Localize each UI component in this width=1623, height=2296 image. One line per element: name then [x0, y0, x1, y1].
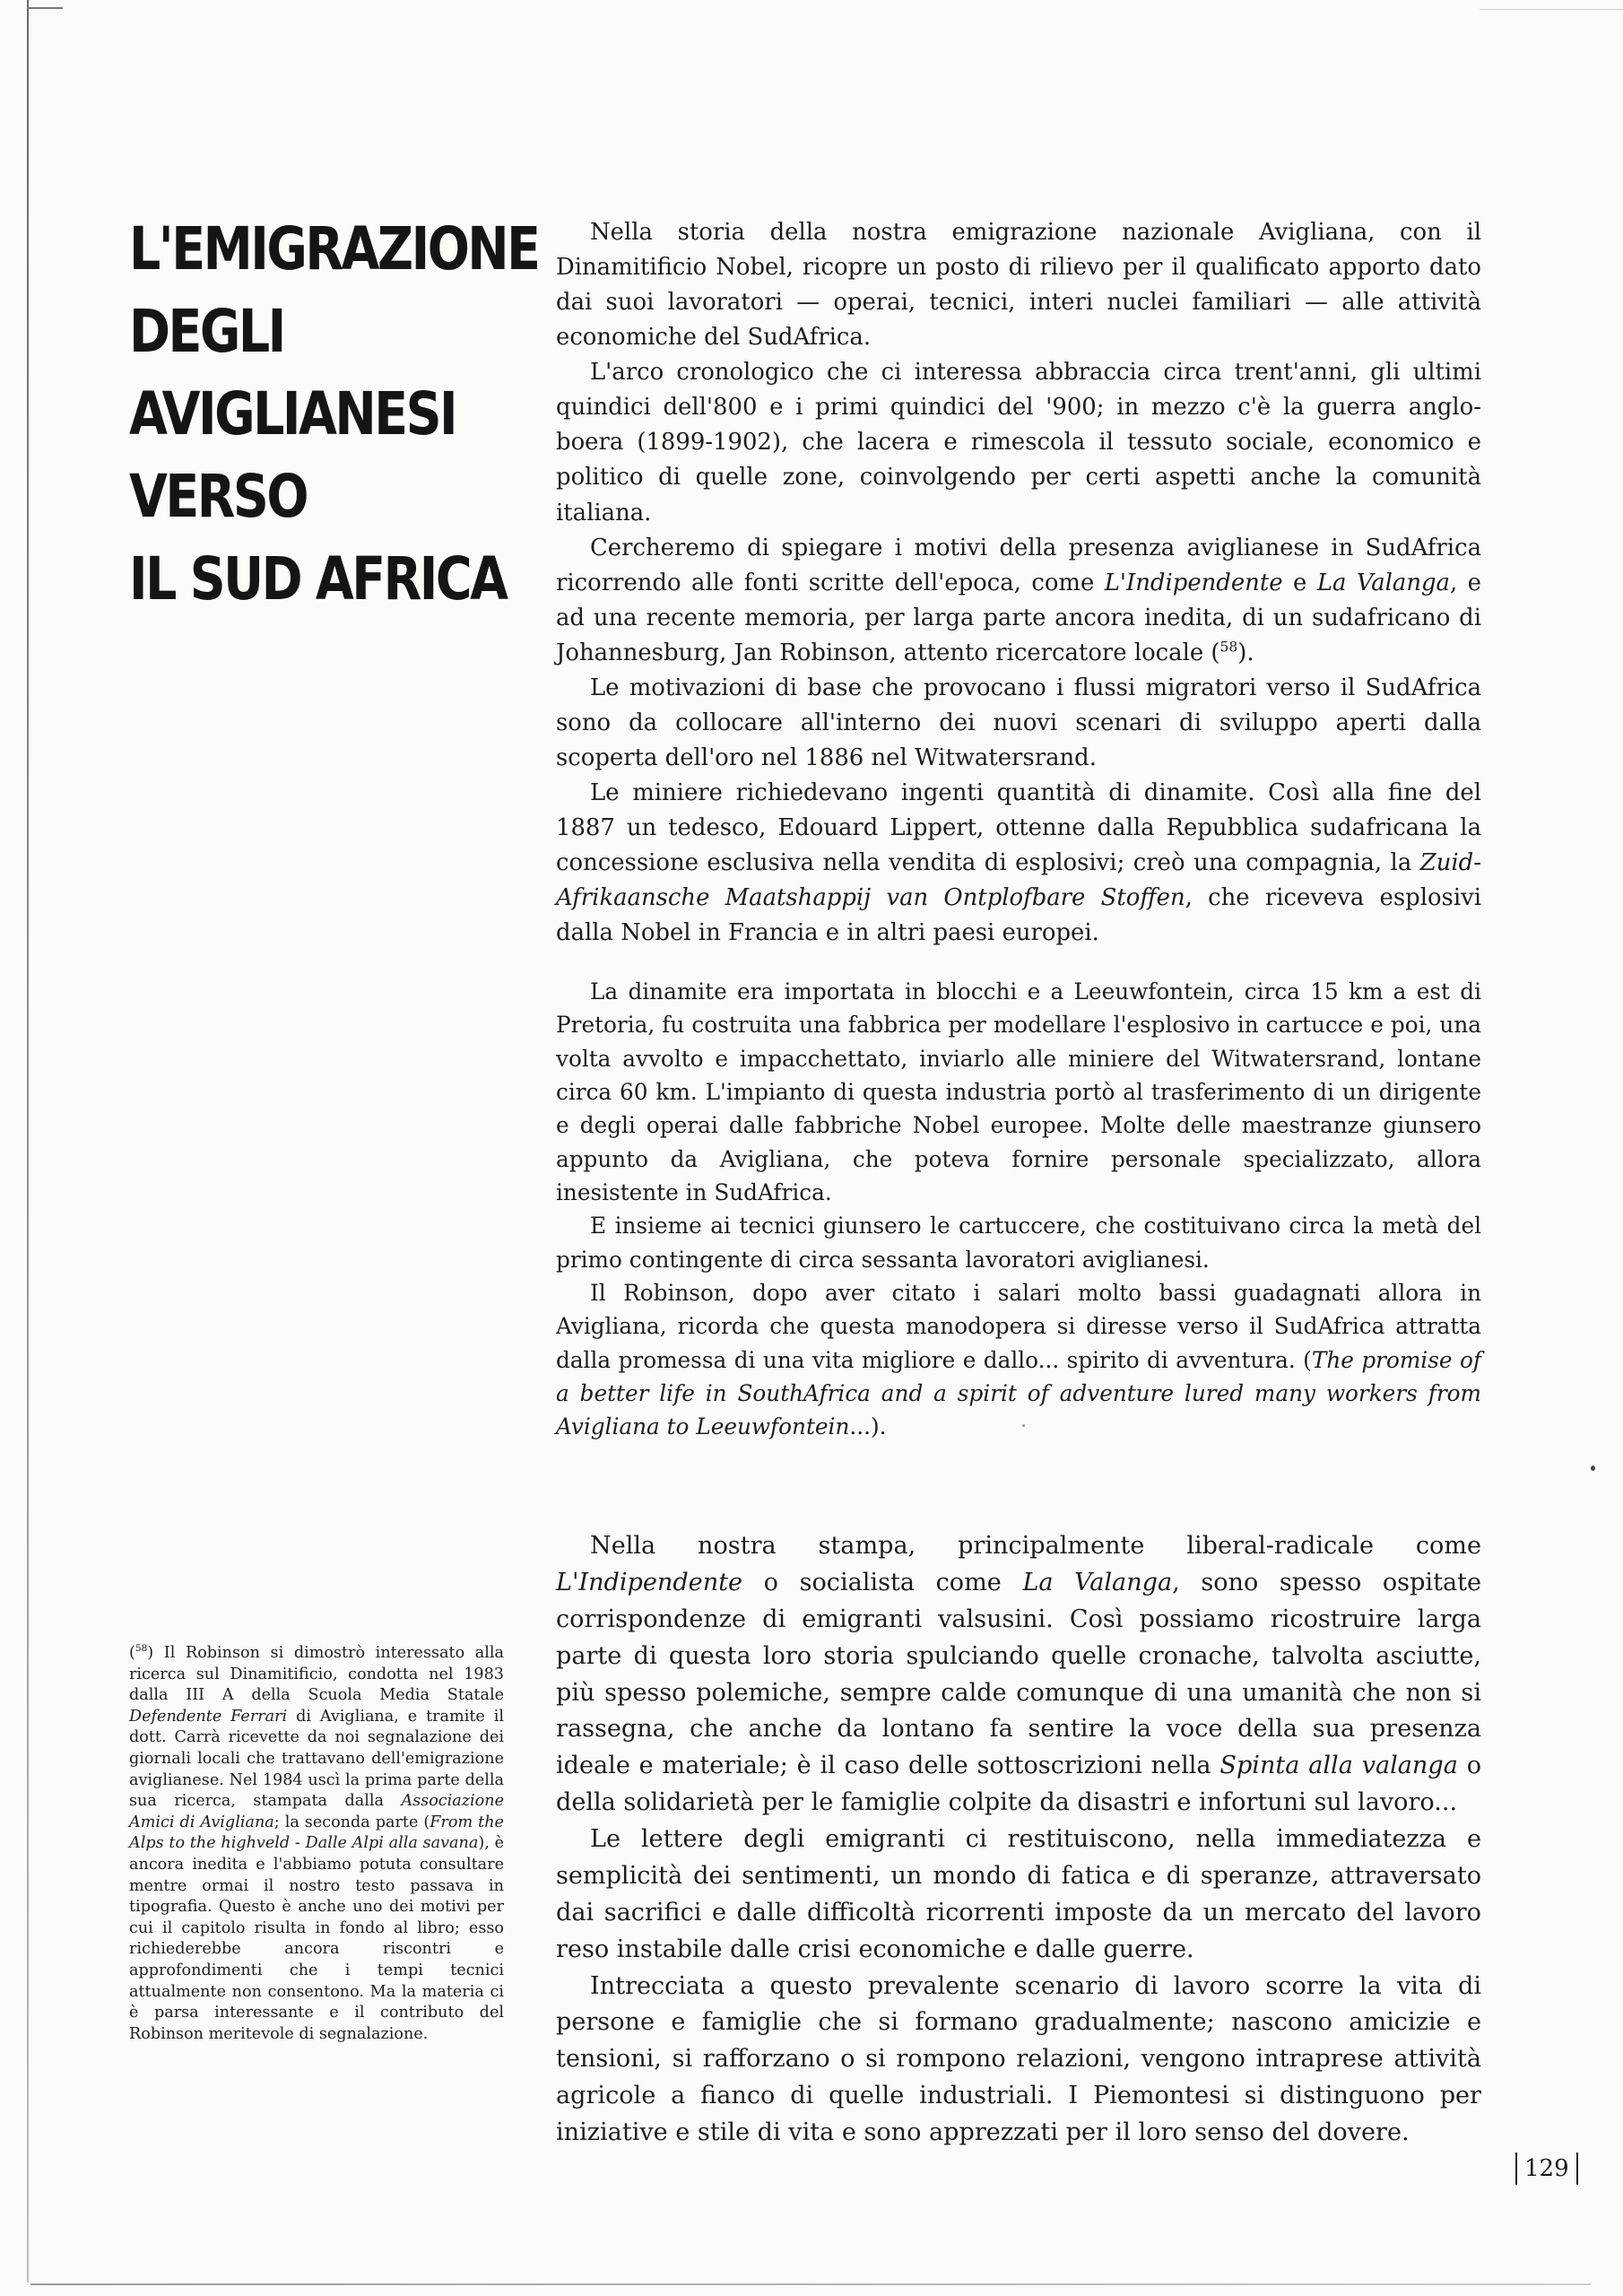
italic-text: Zuid-Afrikaansche Maatshappij van Ontplofbare Stoffen [556, 849, 1481, 912]
chapter-title [129, 208, 539, 621]
page-number-rule-right [1576, 2152, 1578, 2185]
page-number-rule-left [1515, 2152, 1517, 2185]
scan-speck [1022, 1424, 1025, 1427]
paragraph: La dinamite era importata in blocchi e a Leeuwfontein, circa 15 km a est di Pretoria, fu costruita una fabbrica per modellare l'esplosivo in cartucce e poi, una volta avvolto e impacchettato, inviarlo alle miniere del Witwatersrand, lontane circa 60 km. L'impianto di questa industria portò al trasferimento di un dirigente e degli operai dalle fabbriche Nobel europee. Molte delle maestranze giunsero appunto da Avigliana, che poteva fornire personale specializzato, allora inesistente in SudAfrica. [556, 978, 1481, 1205]
title-line: DEGLI [129, 297, 284, 366]
body-section-1 [556, 215, 1481, 951]
paragraph: Le lettere degli emigranti ci restituiscono, nella immediatezza e semplicità dei sentimenti, un mondo di fatica e di speranze, attraversato dai sacrifici e dalle difficoltà ricorrenti imposte da un mercato del lavoro reso instabile dalle crisi economiche e dalle guerre. [556, 1825, 1481, 1963]
page-number [1515, 2151, 1578, 2187]
italic-text: Spinta alla valanga [1219, 1752, 1458, 1780]
footnote-ref: 58 [1219, 639, 1238, 656]
paragraph: Nella storia della nostra emigrazione nazionale Avigliana, con il Dinamitificio Nobel, ricopre un posto di rilievo per il qualificato apporto dato dai suoi lavoratori — operai, tecnici, interi nuclei familiari — alle attività economiche del SudAfrica. [556, 219, 1481, 352]
paragraph: E insieme ai tecnici giunsero le cartuccere, che costituivano circa la metà del primo contingente di circa sessanta lavoratori aviglianesi. [556, 1213, 1481, 1273]
footnote-ref: 58 [135, 1643, 148, 1655]
italic-text: Defendente Ferrari [129, 1707, 288, 1726]
italic-text: Associazione Amici di Avigliana [129, 1792, 504, 1831]
scan-edge-top [27, 7, 63, 9]
body-section-3 [556, 1528, 1481, 2152]
paragraph: Cercheremo di spiegare i motivi della presenza aviglianese in SudAfrica ricorrendo alle fonti scritte dell'epoca, come L'Indipendente e La Valanga, e ad una recente memoria, per larga parte ancora inedita, di un sudafricano di Johannesburg, Jan Robinson, attento ricercatore locale ($^{58}$). [556, 534, 1481, 666]
title-line: L'EMIGRAZIONE [129, 214, 539, 283]
paragraph: Il Robinson, dopo aver citato i salari molto bassi guadagnati allora in Avigliana, ricorda che questa manodopera si diresse verso il SudAfrica attratta dalla promessa di una vita migliore e dallo... spirito di avventura. (The promise of a better life in SouthAfrica and a spirit of adventure lured many workers from Avigliana to Leeuwfontein...). [556, 1279, 1481, 1440]
italic-text: La Valanga [1022, 1568, 1173, 1596]
paragraph: Le motivazioni di base che provocano i flussi migratori verso il SudAfrica sono da collocare all'interno dei nuovi scenari di sviluppo aperti dalla scoperta dell'oro nel 1886 nel Witwatersrand. [556, 674, 1481, 771]
footnote-58: ($^{58}$) Il Robinson si dimostrò interessato alla ricerca sul Dinamitificio, condotta nel 1983 dalla III A della Scuola Media Statale Defendente Ferrari di Avigliana, e tramite il dott. Carrà ricevette da noi segnalazione dei giornali locali che trattavano dell'emigrazione aviglianese. Nel 1984 uscì la prima parte della sua ricerca, stampata dalla Associazione Amici di Avigliana; la seconda parte (From the Alps to the highveld - Dalle Alpi alla savana), è ancora inedita e l'abbiamo potuta consultare mentre ormai il nostro testo passava in tipografia. Questo è anche uno dei motivi per cui il capitolo risulta in fondo al libro; esso richiederebbe ancora riscontri e approfondimenti che i tempi tecnici attualmente non consentono. Ma la materia ci è parsa interessante e il contributo del Robinson meritevole di segnalazione. [129, 1643, 504, 2043]
body-section-2 [556, 975, 1481, 1444]
page-number-value: 129 [1524, 2155, 1569, 2182]
italic-text: La Valanga [1316, 569, 1450, 596]
paragraph: Intrecciata a questo prevalente scenario di lavoro scorre la vita di persone e famiglie che si formano gradualmente; nascono amicizie e tensioni, si rafforzano o si rompono relazioni, vengono intraprese attività agricole a fianco di quelle industriali. I Piemontesi si distinguono per iniziative e stile di vita e sono apprezzati per il loro senso del dovere. [556, 1971, 1481, 2146]
scan-speck [1591, 1465, 1595, 1471]
title-line: VERSO [129, 462, 307, 531]
scan-edge-bottom [30, 2283, 1591, 2285]
italic-text: The promise of a better life in SouthAfrica and a spirit of adventure lured many workers from Avigliana to Leeuwfontein [556, 1346, 1481, 1440]
scan-edge-top-right [1480, 9, 1623, 10]
italic-text: From the Alps to the highveld - Dalle Alpi alla savana [129, 1813, 504, 1853]
italic-text: L'Indipendente [1104, 569, 1283, 596]
scan-edge-left [27, 0, 29, 2283]
title-line: IL SUD AFRICA [129, 544, 507, 613]
paragraph: Nella nostra stampa, principalmente liberal-radicale come L'Indipendente o socialista come La Valanga, sono spesso ospitate corrispondenze di emigranti valsusini. Così possiamo ricostruire larga parte di questa loro storia spulciando quelle cronache, talvolta asciutte, più spesso polemiche, sempre calde comunque di una umanità che non si rassegna, che anche da lontano fa sentire la voce della sua presenza ideale e materiale; è il caso delle sottoscrizioni nella Spinta alla valanga o della solidarietà per le famiglie colpite da disastri e infortuni sul lavoro... [556, 1532, 1482, 1817]
title-line: AVIGLIANESI [129, 379, 456, 448]
paragraph: L'arco cronologico che ci interessa abbraccia circa trent'anni, gli ultimi quindici dell'800 e i primi quindici del '900; in mezzo c'è la guerra anglo-boera (1899-1902), che lacera e rimescola il tessuto sociale, economico e politico di quelle zone, coinvolgendo per certi aspetti anche la comunità italiana. [556, 359, 1481, 526]
italic-text: L'Indipendente [556, 1568, 743, 1596]
paragraph: Le miniere richiedevano ingenti quantità di dinamite. Così alla fine del 1887 un tedesco, Edouard Lippert, ottenne dalla Repubblica sudafricana la concessione esclusiva nella vendita di esplosivi; creò una compagnia, la Zuid-Afrikaansche Maatshappij van Ontplofbare Stoffen, che riceveva esplosivi dalla Nobel in Francia e in altri paesi europei. [556, 779, 1481, 947]
